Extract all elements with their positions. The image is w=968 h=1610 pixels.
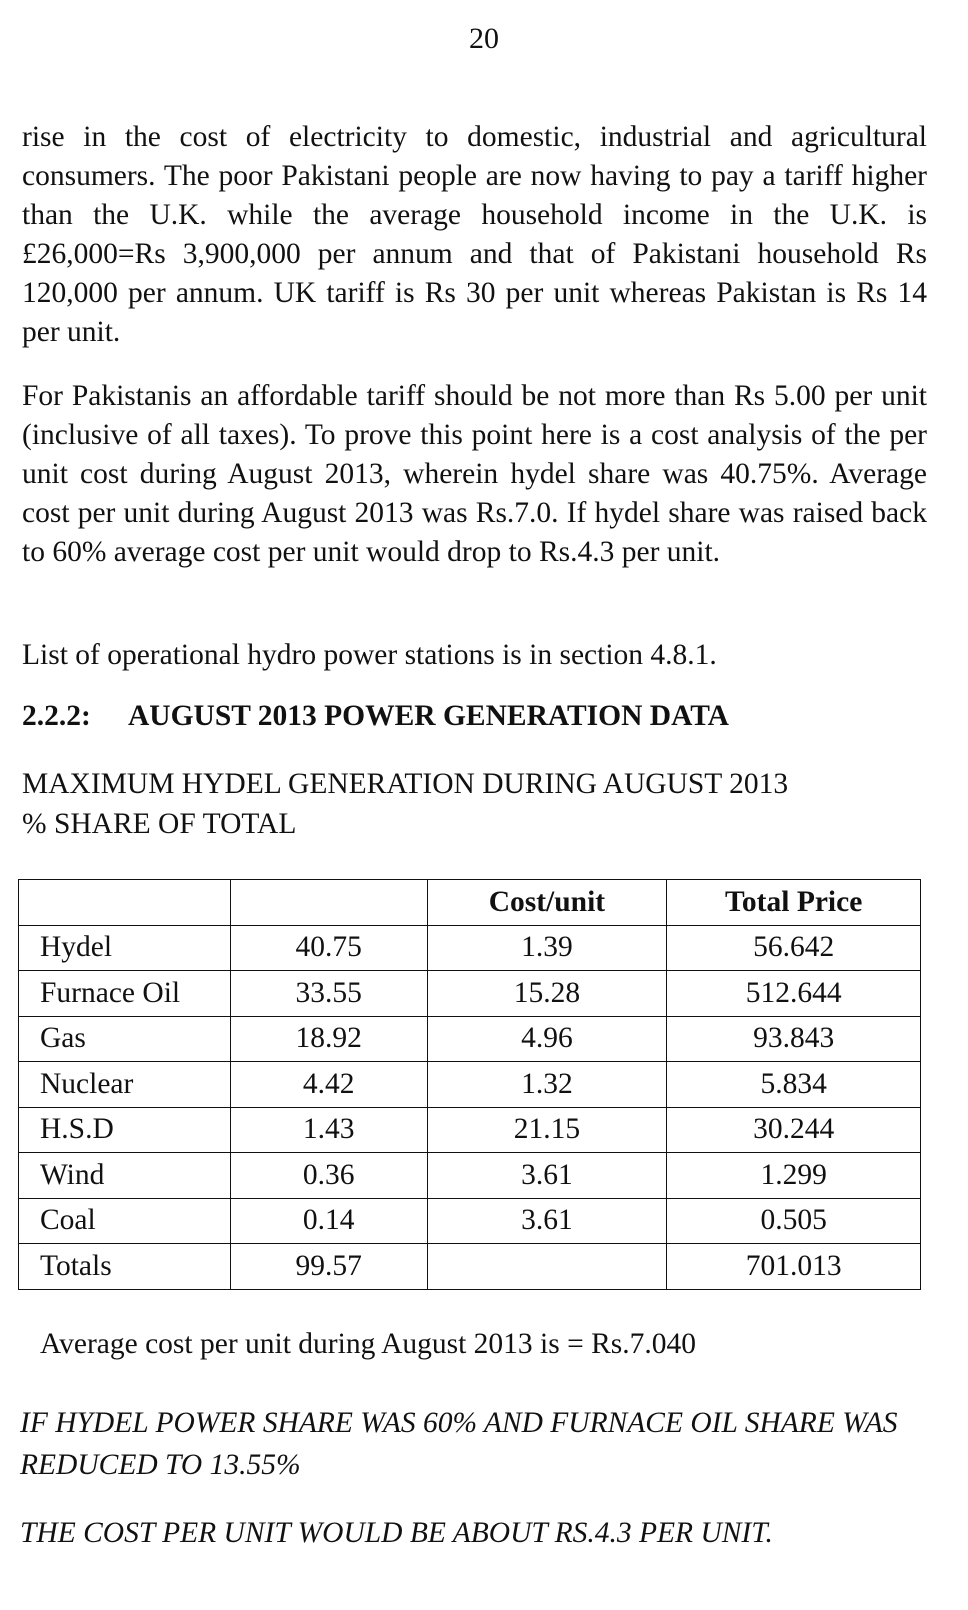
- table-row: [19, 1107, 921, 1153]
- table-header-cell: [230, 880, 427, 926]
- table-row: [19, 1062, 921, 1108]
- table-row: [19, 925, 921, 971]
- cost-cell: 1.32: [427, 1062, 667, 1108]
- price-cell: 30.244: [667, 1107, 921, 1153]
- cost-cell: 15.28: [427, 971, 667, 1017]
- share-cell: 0.36: [230, 1153, 427, 1199]
- table-header-cell: [19, 880, 231, 926]
- cost-cell: 21.15: [427, 1107, 667, 1153]
- scenario-note: IF HYDEL POWER SHARE WAS 60% AND FURNACE OIL SHARE WAS REDUCED TO 13.55%: [20, 1407, 898, 1481]
- source-cell: Coal: [19, 1198, 231, 1244]
- share-cell: 33.55: [230, 971, 427, 1017]
- paragraph-hydro-stations-reference: List of operational hydro power stations is in section 4.8.1.: [22, 639, 717, 671]
- table-row: [19, 1016, 921, 1062]
- price-cell: 701.013: [667, 1244, 921, 1290]
- share-cell: 40.75: [230, 925, 427, 971]
- table-header-cell: Cost/unit: [427, 880, 667, 926]
- table-title: [22, 764, 788, 844]
- table-header-row: [19, 880, 921, 926]
- table-title-line1: MAXIMUM HYDEL GENERATION DURING AUGUST 2013: [22, 768, 789, 800]
- price-cell: 1.299: [667, 1153, 921, 1199]
- table-header-cell: Total Price: [667, 880, 921, 926]
- share-cell: 18.92: [230, 1016, 427, 1062]
- price-cell: 0.505: [667, 1198, 921, 1244]
- cost-cell: 4.96: [427, 1016, 667, 1062]
- cost-cell: 3.61: [427, 1153, 667, 1199]
- source-cell: H.S.D: [19, 1107, 231, 1153]
- cost-cell: 1.39: [427, 925, 667, 971]
- share-cell: 1.43: [230, 1107, 427, 1153]
- table-title-line2: % SHARE OF TOTAL: [22, 808, 297, 840]
- page-number: 20: [469, 22, 499, 55]
- source-cell: Nuclear: [19, 1062, 231, 1108]
- source-cell: Gas: [19, 1016, 231, 1062]
- table-row-totals: [19, 1244, 921, 1290]
- source-cell: Wind: [19, 1153, 231, 1199]
- generation-table: [18, 879, 921, 1290]
- cost-cell: [427, 1244, 667, 1290]
- average-cost-line: Average cost per unit during August 2013 is = Rs.7.040: [40, 1328, 697, 1360]
- share-cell: 99.57: [230, 1244, 427, 1290]
- section-title: AUGUST 2013 POWER GENERATION DATA: [128, 700, 729, 732]
- section-heading: [22, 700, 729, 733]
- conclusion-note: THE COST PER UNIT WOULD BE ABOUT RS.4.3 PER UNIT.: [20, 1517, 773, 1549]
- section-number: 2.2.2:: [22, 700, 91, 732]
- paragraph-affordable-tariff: For Pakistanis an affordable tariff should be not more than Rs 5.00 per unit (inclusive of all taxes). To prove this point here is a cost analysis of the per unit cost during August 2013, wherein hydel share was 40.75%. Average cost per unit during August 2013 was Rs.7.0. If hydel share was raised back to 60% average cost per unit would drop to Rs.4.3 per unit.: [22, 380, 927, 568]
- cost-cell: 3.61: [427, 1198, 667, 1244]
- price-cell: 5.834: [667, 1062, 921, 1108]
- share-cell: 4.42: [230, 1062, 427, 1108]
- table-row: [19, 1153, 921, 1199]
- source-cell: Totals: [19, 1244, 231, 1290]
- table-row: [19, 1198, 921, 1244]
- source-cell: Furnace Oil: [19, 971, 231, 1017]
- share-cell: 0.14: [230, 1198, 427, 1244]
- price-cell: 512.644: [667, 971, 921, 1017]
- paragraph-tariff-comparison: rise in the cost of electricity to domestic, industrial and agricultural consumers. The poor Pakistani people are now having to pay a tariff higher than the U.K. while the average household income in the U.K. is £26,000=Rs 3,900,000 per annum and that of Pakistani household Rs 120,000 per annum. UK tariff is Rs 30 per unit whereas Pakistan is Rs 14 per unit.: [22, 121, 927, 348]
- price-cell: 56.642: [667, 925, 921, 971]
- price-cell: 93.843: [667, 1016, 921, 1062]
- table-row: [19, 971, 921, 1017]
- source-cell: Hydel: [19, 925, 231, 971]
